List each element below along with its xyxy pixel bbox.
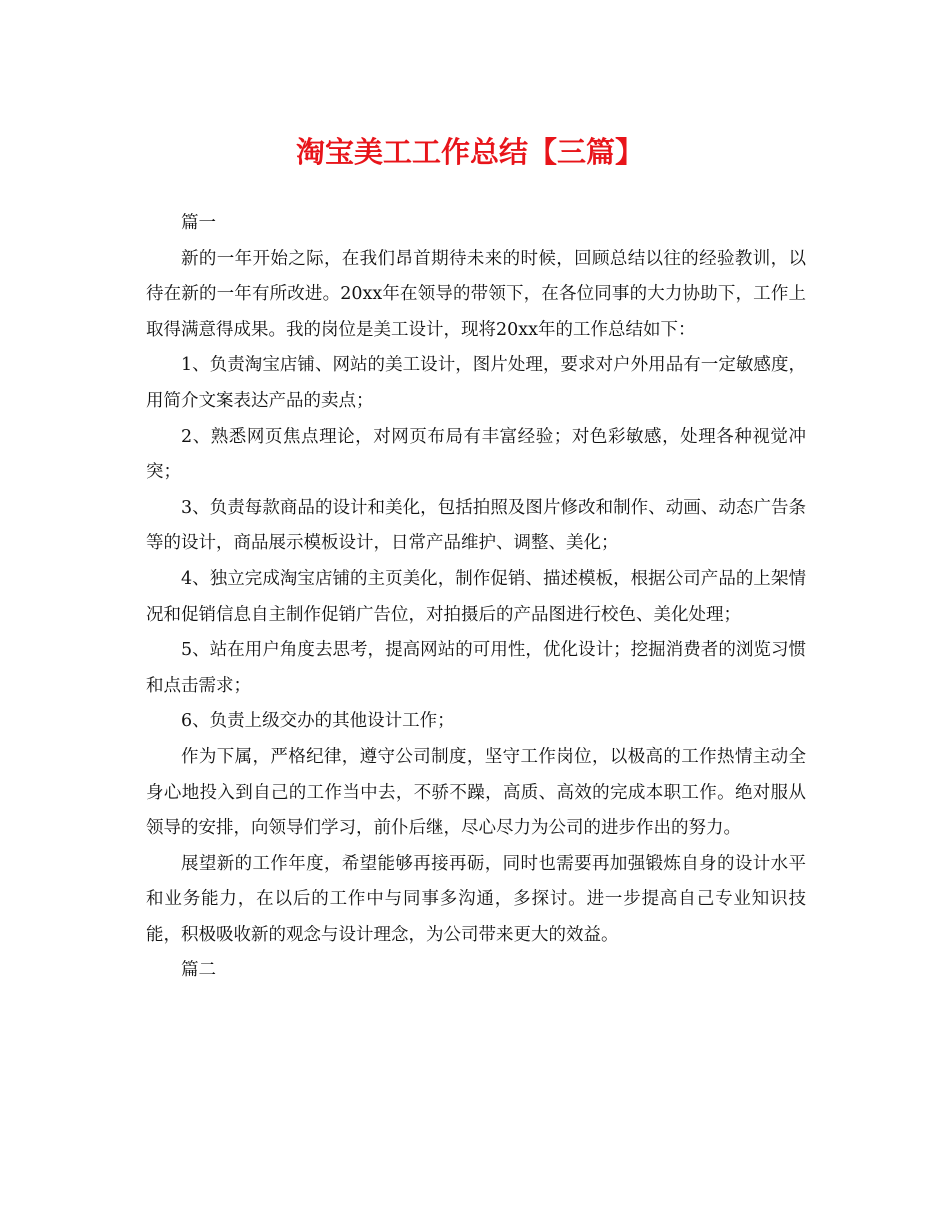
list-item-4: 4、独立完成淘宝店铺的主页美化，制作促销、描述模板，根据公司产品的上架情况和促销信息自主制作促销广告位，对拍摄后的产品图进行校色、美化处理； bbox=[146, 568, 806, 625]
paragraph-intro: 新的一年开始之际，在我们昂首期待未来的时候，回顾总结以往的经验教训，以待在新的一年有所改进。20xx年在领导的带领下，在各位同事的大力协助下，工作上取得满意得成果。我的岗位是美工设计，现将20xx年的工作总结如下： bbox=[146, 248, 806, 340]
document-title: 淘宝美工工作总结【三篇】 bbox=[295, 135, 644, 169]
list-item-1: 1、负责淘宝店铺、网站的美工设计，图片处理，要求对户外用品有一定敏感度，用简介文案表达产品的卖点； bbox=[146, 355, 806, 411]
list-item-2: 2、熟悉网页焦点理论，对网页布局有丰富经验；对色彩敏感，处理各种视觉冲突； bbox=[146, 426, 806, 483]
paragraph-outlook: 展望新的工作年度，希望能够再接再砺，同时也需要再加强锻炼自身的设计水平和业务能力，在以后的工作中与同事多沟通，多探讨。进一步提高自己专业知识技能，积极吸收新的观念与设计理念，为公司带来更大的效益。 bbox=[146, 853, 806, 945]
section-heading-2: 篇二 bbox=[181, 960, 216, 981]
list-item-5: 5、站在用户角度去思考，提高网站的可用性，优化设计；挖掘消费者的浏览习惯和点击需求； bbox=[146, 640, 806, 696]
paragraph-attitude: 作为下属，严格纪律，遵守公司制度，坚守工作岗位，以极高的工作热情主动全身心地投入到自己的工作当中去，不骄不躁，高质、高效的完成本职工作。绝对服从领导的安排，向领导们学习，前仆后继，尽心尽力为公司的进步作出的努力。 bbox=[146, 746, 806, 839]
document-body bbox=[146, 206, 806, 989]
list-item-6: 6、负责上级交办的其他设计工作； bbox=[181, 711, 455, 732]
section-heading-1: 篇一 bbox=[181, 213, 216, 233]
list-item-3: 3、负责每款商品的设计和美化，包括拍照及图片修改和制作、动画、动态广告条等的设计，商品展示模板设计，日常产品维护、调整、美化； bbox=[146, 497, 806, 554]
